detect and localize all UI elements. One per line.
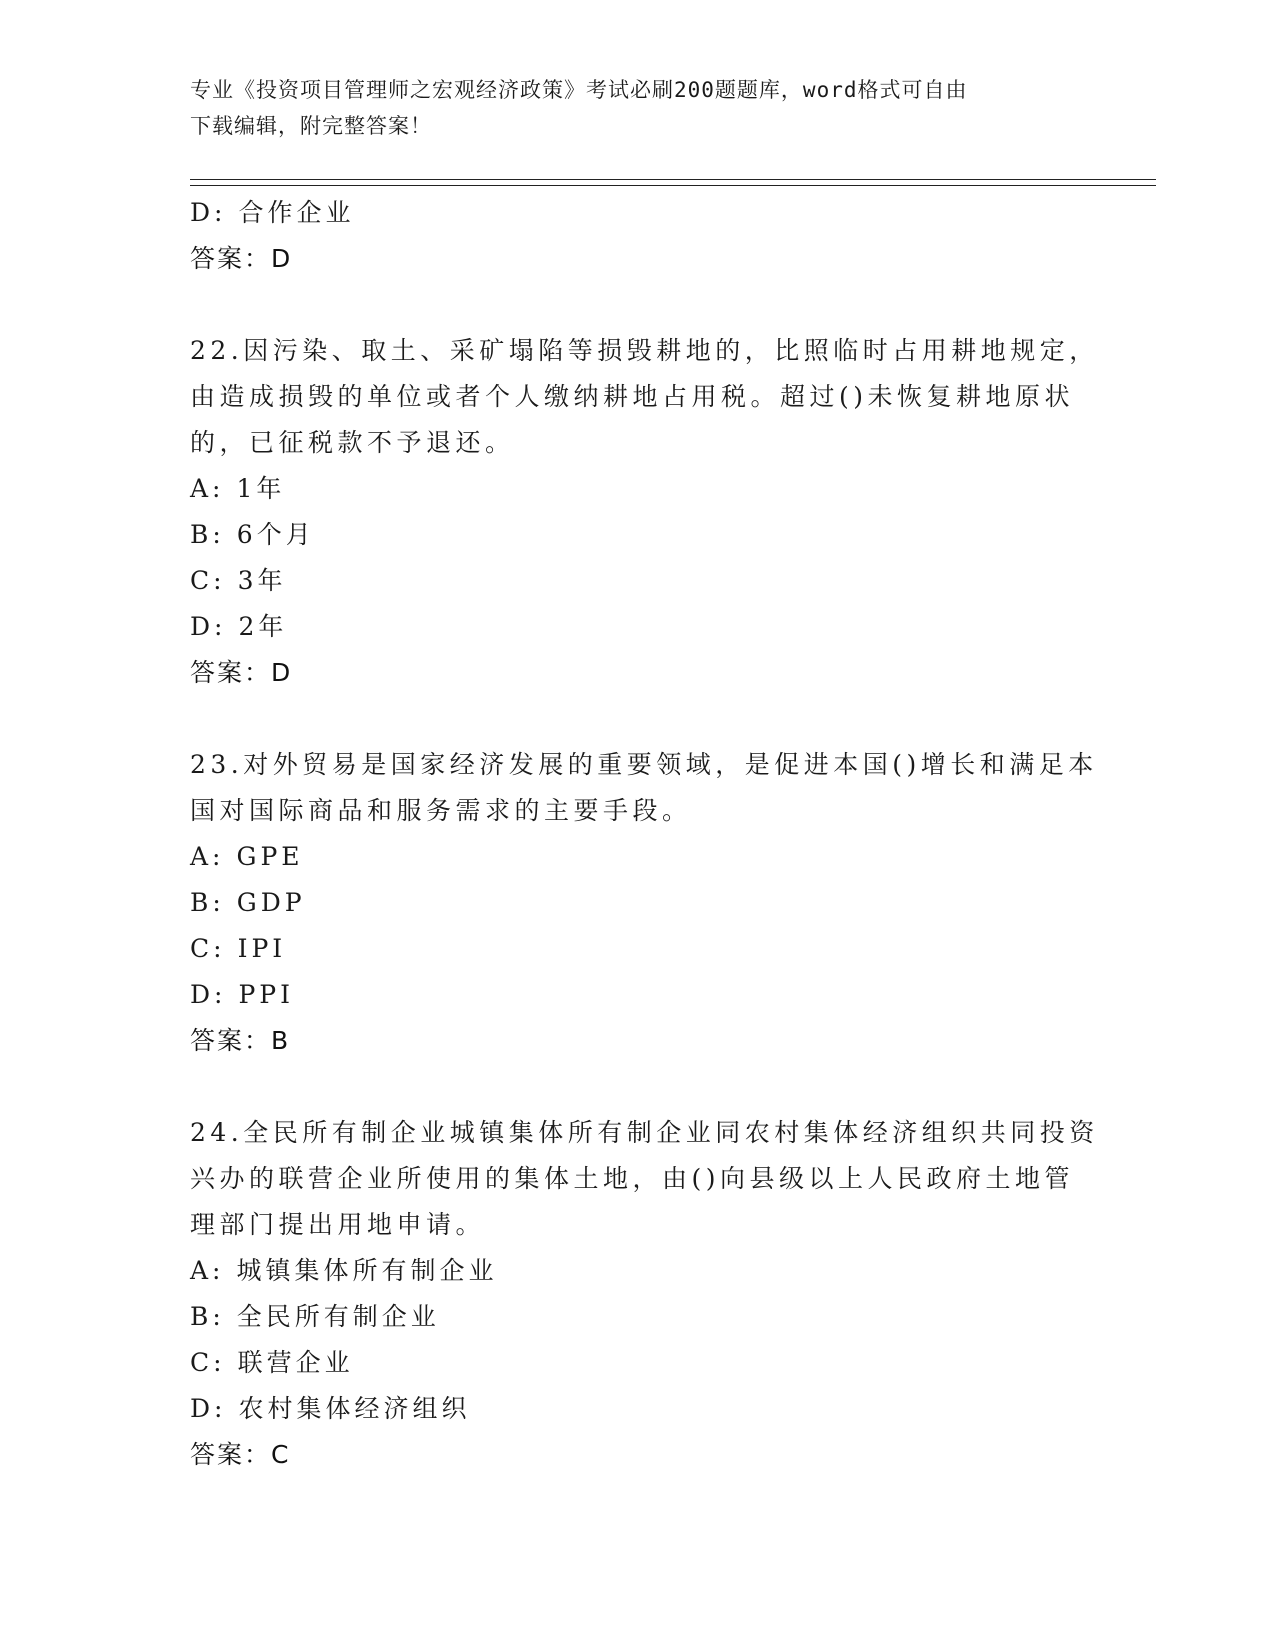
option-label: C: xyxy=(190,934,226,963)
option-label: C: xyxy=(190,566,226,595)
option-d xyxy=(190,1386,1090,1432)
option-text: PPI xyxy=(238,980,294,1009)
question-22 xyxy=(190,328,1099,696)
option-text: 2年 xyxy=(238,612,288,641)
option-text: 合作企业 xyxy=(238,198,355,227)
option-a xyxy=(190,1248,1090,1294)
answer: 答案：D xyxy=(190,658,293,687)
spacer xyxy=(190,1064,1090,1110)
option-b xyxy=(190,880,1090,926)
option-label: D: xyxy=(190,1394,227,1423)
option-text: 联营企业 xyxy=(237,1348,354,1377)
option-label: D: xyxy=(190,198,227,227)
option-a xyxy=(190,834,1090,880)
spacer xyxy=(190,282,1090,328)
option-label: B: xyxy=(190,520,225,549)
question-line: 的，已征税款不予退还。 xyxy=(190,428,515,457)
question-24 xyxy=(190,1110,1099,1478)
header-line-2: 下载编辑，附完整答案！ xyxy=(190,114,432,138)
option-text: GPE xyxy=(236,842,304,871)
option-label: D: xyxy=(190,612,227,641)
option-label: D: xyxy=(190,980,227,1009)
question-line: 由造成损毁的单位或者个人缴纳耕地占用税。超过()未恢复耕地原状 xyxy=(190,382,1075,411)
option-text: IPI xyxy=(237,934,287,963)
option-label: B: xyxy=(190,1302,225,1331)
prev-option-d xyxy=(190,190,1090,236)
option-text: 农村集体经济组织 xyxy=(238,1394,471,1423)
option-text: GDP xyxy=(236,888,306,917)
answer: 答案：B xyxy=(190,1026,291,1055)
question-line: 理部门提出用地申请。 xyxy=(190,1210,486,1239)
question-line: 兴办的联营企业所使用的集体土地，由()向县级以上人民政府土地管 xyxy=(190,1164,1075,1193)
option-label: A: xyxy=(190,1256,225,1285)
option-label: B: xyxy=(190,888,225,917)
header-divider-top xyxy=(190,179,1156,180)
option-text: 3年 xyxy=(237,566,287,595)
option-text: 城镇集体所有制企业 xyxy=(236,1256,498,1285)
question-line: 23.对外贸易是国家经济发展的重要领域，是促进本国()增长和满足本 xyxy=(190,750,1098,779)
option-label: A: xyxy=(190,474,225,503)
spacer xyxy=(190,696,1090,742)
document-header xyxy=(190,72,1090,144)
option-text: 全民所有制企业 xyxy=(236,1302,440,1331)
question-line: 24.全民所有制企业城镇集体所有制企业同农村集体经济组织共同投资 xyxy=(190,1118,1099,1147)
question-content xyxy=(190,190,1099,1478)
question-text xyxy=(190,742,1098,834)
option-label: A: xyxy=(190,842,225,871)
option-d xyxy=(190,604,1090,650)
question-line: 22.因污染、取土、采矿塌陷等损毁耕地的，比照临时占用耕地规定， xyxy=(190,336,1099,365)
question-text xyxy=(190,1110,1099,1248)
question-text xyxy=(190,328,1099,466)
option-b xyxy=(190,1294,1090,1340)
option-c xyxy=(190,926,1090,972)
option-c xyxy=(190,1340,1090,1386)
option-text: 1年 xyxy=(236,474,286,503)
option-a xyxy=(190,466,1090,512)
question-23 xyxy=(190,742,1098,1064)
option-label: C: xyxy=(190,1348,226,1377)
header-divider-bottom xyxy=(190,185,1156,186)
option-c xyxy=(190,558,1090,604)
prev-answer: 答案：D xyxy=(190,244,293,273)
option-d xyxy=(190,972,1090,1018)
option-text: 6个月 xyxy=(236,520,315,549)
question-line: 国对国际商品和服务需求的主要手段。 xyxy=(190,796,692,825)
header-line-1: 专业《投资项目管理师之宏观经济政策》考试必刷200题题库，word格式可自由 xyxy=(190,78,968,102)
answer: 答案：C xyxy=(190,1440,291,1469)
option-b xyxy=(190,512,1090,558)
